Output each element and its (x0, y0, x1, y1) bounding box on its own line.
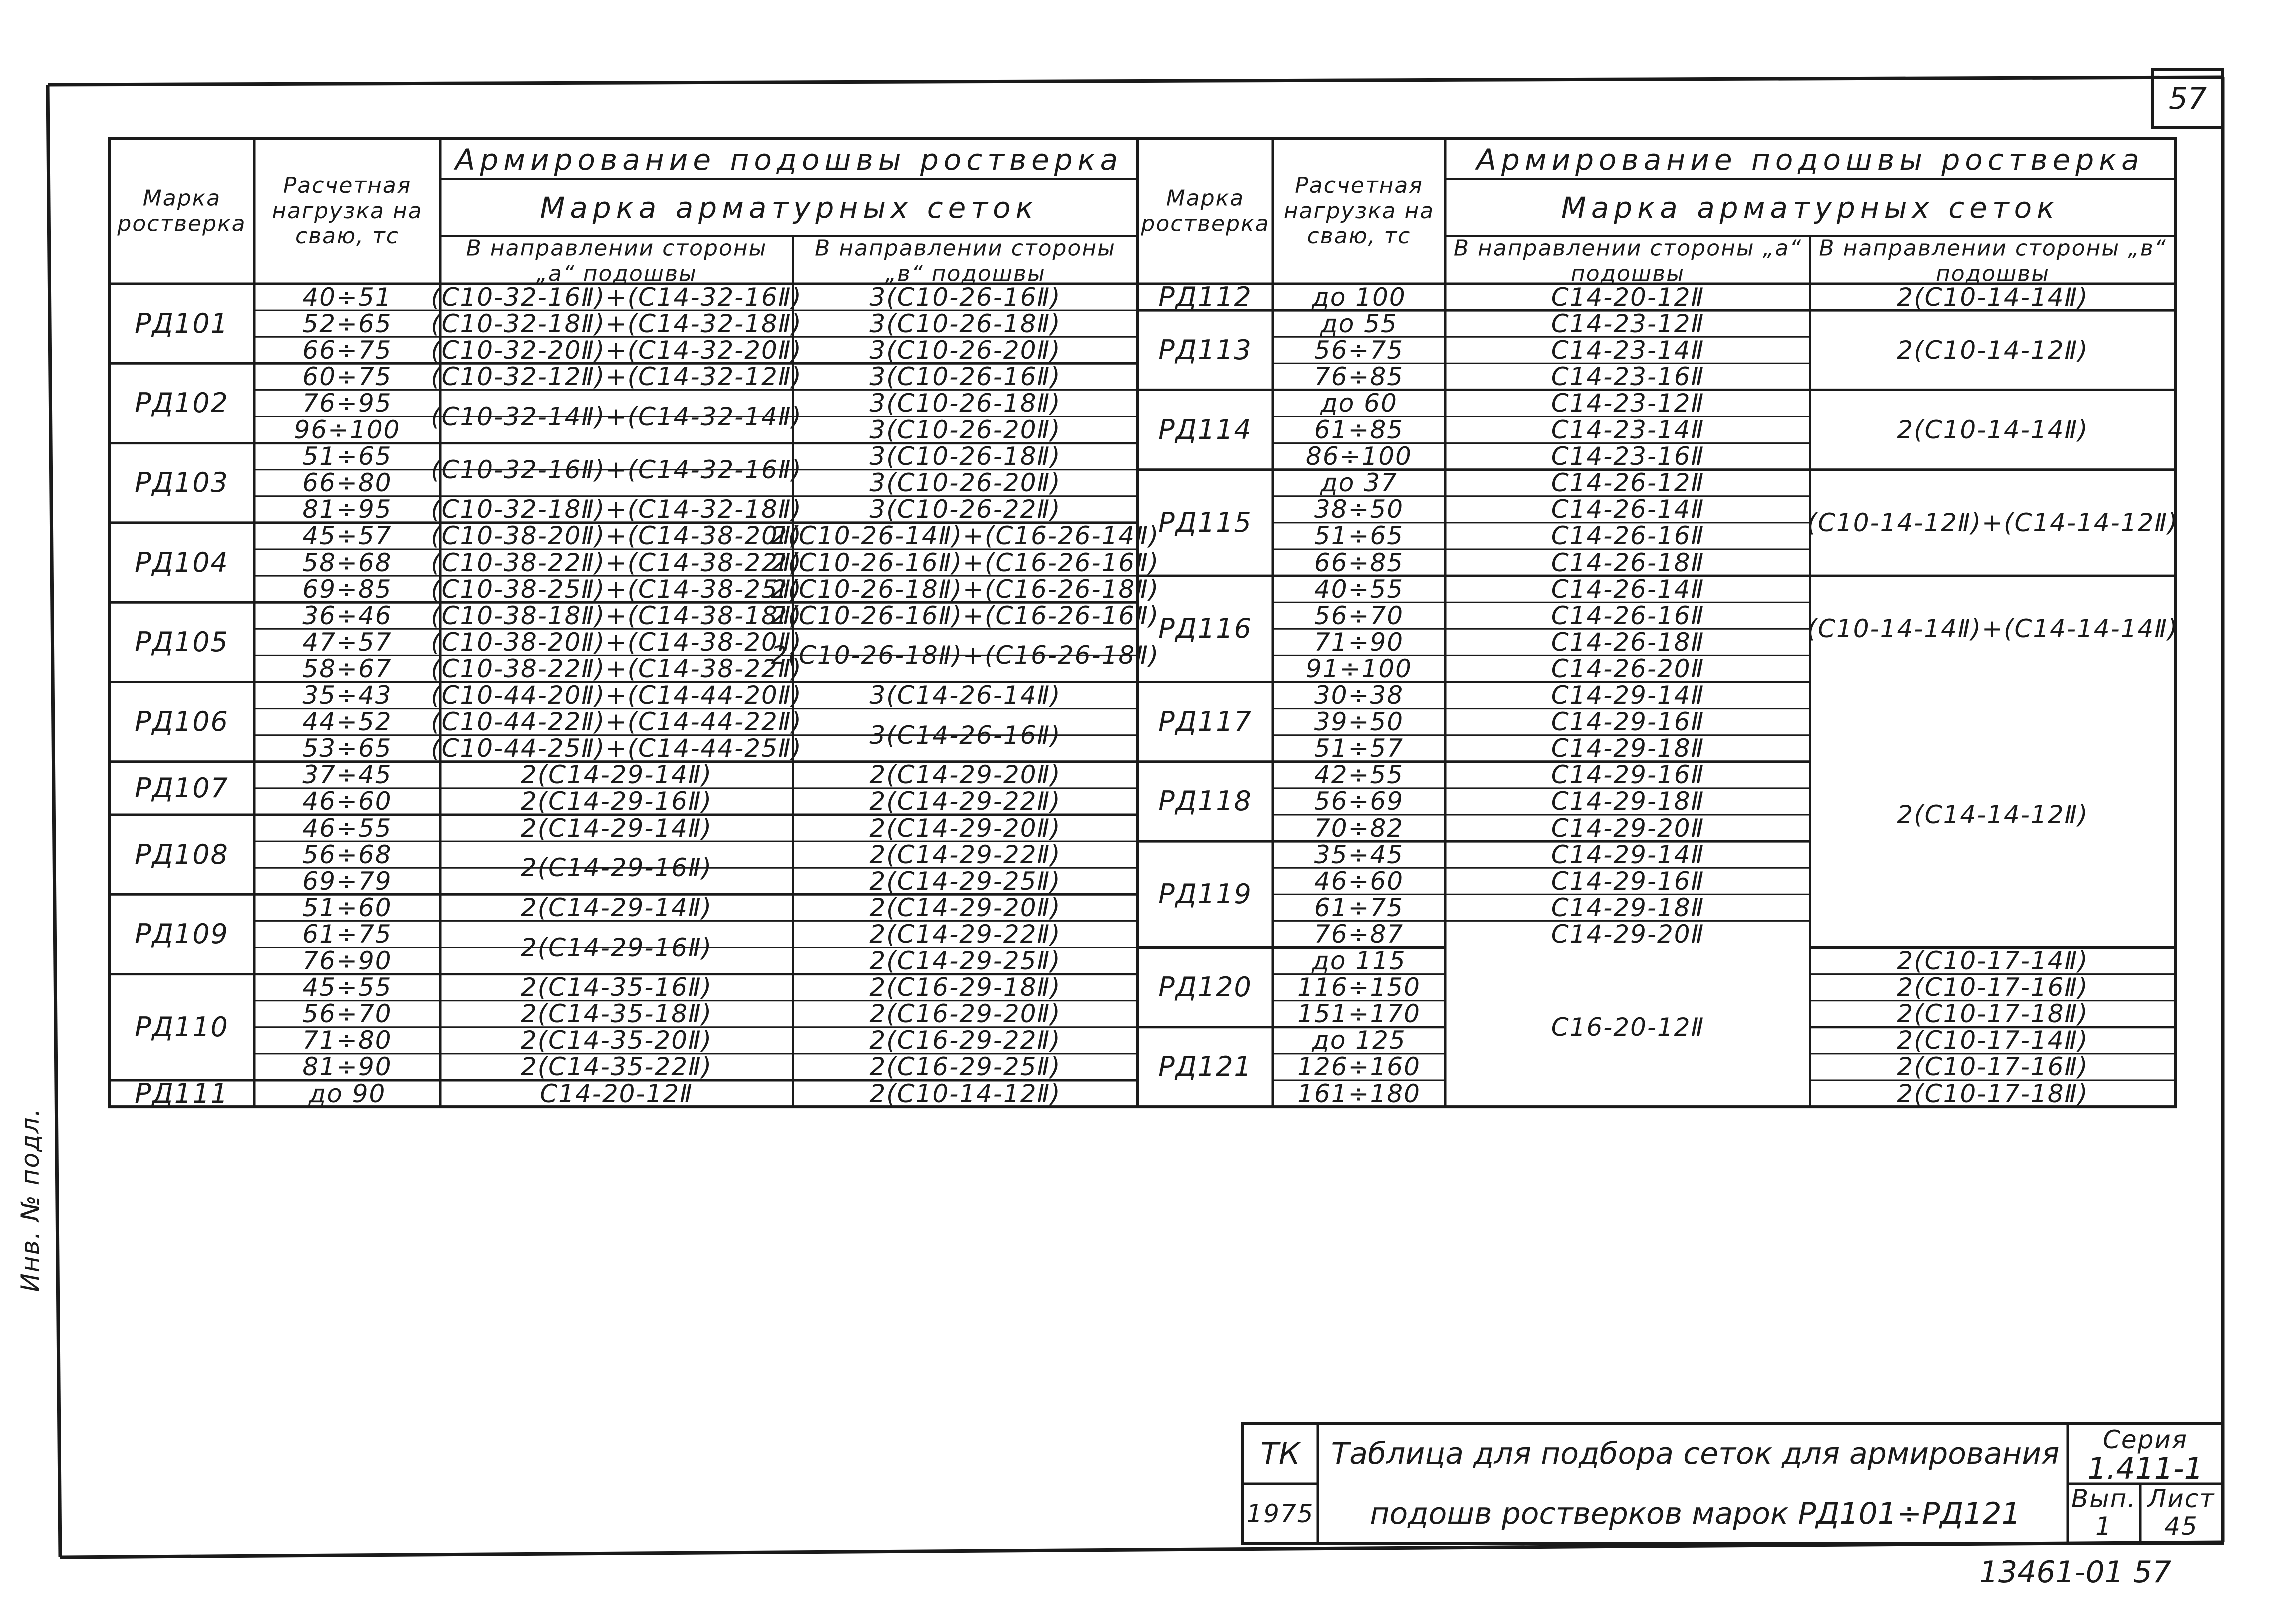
left-dir-b: 2(С14-29-25Ⅱ) (869, 866, 1061, 896)
right-mark-1: РД113 (1158, 334, 1252, 366)
merged-dir-a: С16-20-12Ⅱ (1551, 1012, 1705, 1042)
right-dir-a: С14-29-14Ⅱ (1551, 681, 1705, 710)
right-load: до 125 (1312, 1026, 1406, 1056)
left-load: 44÷52 (302, 708, 392, 737)
left-mark-3: РД104 (135, 546, 229, 578)
right-dir-a: С14-29-18Ⅱ (1551, 734, 1705, 764)
left-dir-a: С14-20-12Ⅱ (540, 1079, 693, 1108)
left-dir-b: 2(С14-29-22Ⅱ) (869, 787, 1061, 816)
left-dir-b: 3(С14-26-16Ⅱ) (869, 720, 1061, 750)
left-load: 69÷79 (302, 866, 392, 896)
right-mark-6: РД118 (1158, 786, 1252, 818)
left-dir-b: 2(С14-29-25Ⅱ) (869, 946, 1061, 976)
title-org: ТК (1260, 1436, 1300, 1472)
right-dir-a: С14-23-14Ⅱ (1551, 336, 1705, 365)
left-dir-a: (С10-32-16Ⅱ)+(С14-32-16Ⅱ) (431, 455, 802, 484)
left-dir-a: 2(С14-29-16Ⅱ) (520, 854, 713, 883)
left-dir-a: 2(С14-29-14Ⅱ) (520, 814, 713, 843)
page-number: 57 (2168, 82, 2207, 116)
left-dir-b: 3(С14-26-14Ⅱ) (869, 681, 1061, 710)
left-dir-a: (С10-38-20Ⅱ)+(С14-38-20Ⅱ) (431, 628, 802, 657)
left-dir-b: 2(С14-29-20Ⅱ) (869, 893, 1061, 922)
right-dir-a: С14-20-12Ⅱ (1551, 282, 1705, 312)
right-load: до 100 (1312, 282, 1406, 312)
right-dir-a: С14-26-18Ⅱ (1551, 628, 1705, 657)
right-load: 61÷85 (1314, 416, 1404, 445)
right-hdr-load: Расчетная нагрузка на сваю, тс (1283, 173, 1435, 250)
left-mark-9: РД110 (135, 1011, 229, 1043)
left-dir-b: 2(С10-14-12Ⅱ) (869, 1079, 1061, 1108)
left-dir-b: 2(С16-29-18Ⅱ) (869, 973, 1061, 1002)
left-mark-8: РД109 (135, 918, 229, 950)
right-load: 86÷100 (1306, 442, 1412, 472)
left-load: 66÷75 (302, 336, 392, 365)
right-load: 126÷160 (1297, 1052, 1421, 1082)
right-hdr-mark: Марка ростверка (1141, 186, 1270, 236)
right-load: 76÷85 (1314, 362, 1404, 392)
left-dir-a: (С10-32-12Ⅱ)+(С14-32-12Ⅱ) (431, 362, 802, 392)
right-dir-b: 2(С10-14-14Ⅱ) (1897, 416, 2089, 445)
right-dir-b: (С10-14-12Ⅱ)+(С14-14-12Ⅱ) (1807, 508, 2179, 538)
left-dir-a: (С10-44-22Ⅱ)+(С14-44-22Ⅱ) (431, 708, 802, 737)
right-load: 51÷65 (1314, 522, 1404, 551)
right-load: 116÷150 (1297, 973, 1421, 1002)
series-value: 1.411-1 (2087, 1452, 2203, 1486)
left-dir-a: 2(С14-29-14Ⅱ) (520, 893, 713, 922)
right-dir-a: С14-29-16Ⅱ (1551, 708, 1705, 737)
left-hdr-load: Расчетная нагрузка на сваю, тс (272, 173, 423, 250)
left-dir-b: 2(С14-29-22Ⅱ) (869, 920, 1061, 949)
left-dir-b: 2(С14-29-20Ⅱ) (869, 814, 1061, 843)
right-load: 38÷50 (1314, 495, 1404, 524)
left-load: 58÷68 (302, 548, 392, 578)
right-dir-b: 2(С10-17-14Ⅱ) (1897, 946, 2089, 976)
left-load: 76÷95 (302, 388, 392, 418)
right-load: 46÷60 (1314, 866, 1404, 896)
right-mark-5: РД117 (1158, 706, 1252, 738)
issue-label: Вып. (2071, 1484, 2137, 1514)
left-dir-b: 3(С10-26-20Ⅱ) (869, 416, 1061, 445)
right-hdr-group: Армирование подошвы ростверка (1476, 143, 2144, 177)
left-mark-10: РД111 (135, 1078, 229, 1110)
left-dir-b: 2(С10-26-16Ⅱ)+(С16-26-16Ⅱ) (771, 548, 1160, 578)
right-load: 35÷45 (1314, 840, 1404, 870)
margin-inventory-text: Инв. № подл. (16, 1108, 45, 1292)
left-dir-a: (С10-32-18Ⅱ)+(С14-32-18Ⅱ) (431, 309, 802, 338)
left-hdr-dir-a: В направлении стороны „а“ подошвы (466, 236, 767, 286)
left-dir-a: (С10-38-22Ⅱ)+(С14-38-22Ⅱ) (431, 654, 802, 684)
left-load: 81÷90 (302, 1052, 392, 1082)
left-dir-b: 2(С10-26-14Ⅱ)+(С16-26-14Ⅱ) (771, 522, 1160, 551)
title-line1: Таблица для подбора сеток для армирования (1331, 1436, 2060, 1472)
left-load: 71÷80 (302, 1026, 392, 1056)
right-dir-b: 2(С10-17-18Ⅱ) (1897, 1000, 2089, 1029)
left-load: 37÷45 (302, 760, 392, 790)
left-dir-a: 2(С14-35-22Ⅱ) (520, 1052, 713, 1082)
right-dir-a: С14-29-18Ⅱ (1551, 787, 1705, 816)
left-load: 35÷43 (302, 681, 392, 710)
left-dir-a: 2(С14-35-20Ⅱ) (520, 1026, 713, 1056)
right-load: 56÷70 (1314, 601, 1404, 630)
left-mark-2: РД103 (135, 467, 229, 499)
outer-frame-top (48, 78, 2223, 85)
left-dir-a: (С10-32-18Ⅱ)+(С14-32-18Ⅱ) (431, 495, 802, 524)
left-dir-a: 2(С14-35-18Ⅱ) (520, 1000, 713, 1029)
right-load: до 37 (1320, 468, 1398, 498)
right-dir-a: С14-23-12Ⅱ (1551, 309, 1705, 338)
right-dir-a: С14-29-18Ⅱ (1551, 893, 1705, 922)
right-dir-b: 2(С10-17-14Ⅱ) (1897, 1026, 2089, 1056)
right-dir-a: С14-26-12Ⅱ (1551, 468, 1705, 498)
left-dir-b: 3(С10-26-22Ⅱ) (869, 495, 1061, 524)
left-dir-a: (С10-32-14Ⅱ)+(С14-32-14Ⅱ) (431, 402, 802, 432)
stamp-number: 13461-01 57 (1979, 1555, 2172, 1590)
left-load: 56÷68 (302, 840, 392, 870)
right-dir-b: 2(С10-17-18Ⅱ) (1897, 1079, 2089, 1108)
left-load: 56÷70 (302, 1000, 392, 1029)
left-load: до 90 (308, 1079, 386, 1108)
left-load: 51÷65 (302, 442, 392, 472)
right-load: 51÷57 (1314, 734, 1404, 764)
left-dir-b: 2(С10-26-18Ⅱ)+(С16-26-18Ⅱ) (771, 641, 1160, 670)
left-dir-b: 3(С10-26-18Ⅱ) (869, 442, 1061, 472)
right-dir-b: 2(С10-14-14Ⅱ) (1897, 282, 2089, 312)
left-dir-a: (С10-44-20Ⅱ)+(С14-44-20Ⅱ) (431, 681, 802, 710)
merged-dir-b: 2(С14-14-12Ⅱ) (1897, 800, 2089, 830)
left-load: 53÷65 (302, 734, 392, 764)
right-load: 91÷100 (1306, 654, 1412, 684)
right-load: 61÷75 (1314, 893, 1404, 922)
left-load: 36÷46 (302, 601, 392, 630)
sheet-label: Лист (2147, 1484, 2215, 1514)
right-hdr-dir-a: В направлении стороны „а“ подошвы (1453, 236, 1802, 286)
right-dir-a: С14-29-16Ⅱ (1551, 760, 1705, 790)
right-mark-2: РД114 (1158, 414, 1252, 446)
right-load: 42÷55 (1314, 760, 1404, 790)
left-load: 96÷100 (294, 416, 401, 445)
left-dir-a: 2(С14-29-16Ⅱ) (520, 787, 713, 816)
left-dir-b: 3(С10-26-18Ⅱ) (869, 388, 1061, 418)
left-load: 40÷51 (302, 282, 392, 312)
right-dir-a: С14-23-14Ⅱ (1551, 416, 1705, 445)
left-dir-b: 2(С10-26-18Ⅱ)+(С16-26-18Ⅱ) (771, 574, 1160, 604)
right-load: до 115 (1312, 946, 1406, 976)
series-label: Серия (2103, 1426, 2188, 1454)
left-load: 47÷57 (302, 628, 392, 657)
left-dir-b: 3(С10-26-16Ⅱ) (869, 282, 1061, 312)
right-load: 161÷180 (1297, 1079, 1421, 1108)
left-dir-b: 3(С10-26-16Ⅱ) (869, 362, 1061, 392)
right-dir-a: С14-26-20Ⅱ (1551, 654, 1705, 684)
left-dir-b: 2(С16-29-25Ⅱ) (869, 1052, 1061, 1082)
left-mark-7: РД108 (135, 838, 229, 870)
left-dir-a: 2(С14-29-14Ⅱ) (520, 760, 713, 790)
left-load: 51÷60 (302, 893, 392, 922)
right-dir-a: С14-26-18Ⅱ (1551, 548, 1705, 578)
right-load: 39÷50 (1314, 708, 1404, 737)
right-dir-b: 2(С10-17-16Ⅱ) (1897, 1052, 2089, 1082)
right-hdr-subgroup: Марка арматурных сеток (1561, 191, 2060, 225)
left-dir-b: 2(С16-29-20Ⅱ) (869, 1000, 1061, 1029)
left-dir-a: (С10-44-25Ⅱ)+(С14-44-25Ⅱ) (431, 734, 802, 764)
left-mark-1: РД102 (135, 387, 229, 419)
right-dir-a: С14-23-16Ⅱ (1551, 362, 1705, 392)
left-load: 69÷85 (302, 574, 392, 604)
left-load: 61÷75 (302, 920, 392, 949)
left-load: 58÷67 (302, 654, 392, 684)
right-load: 30÷38 (1314, 681, 1404, 710)
right-dir-a: С14-26-14Ⅱ (1551, 574, 1705, 604)
left-dir-b: 2(С14-29-22Ⅱ) (869, 840, 1061, 870)
left-hdr-subgroup: Марка арматурных сеток (540, 191, 1038, 225)
right-dir-a: С14-29-20Ⅱ (1551, 814, 1705, 843)
right-dir-b: 2(С10-14-12Ⅱ) (1897, 336, 2089, 365)
left-load: 81÷95 (302, 495, 392, 524)
right-load: 71÷90 (1314, 628, 1404, 657)
right-dir-a: С14-29-20Ⅱ (1551, 920, 1705, 949)
left-dir-a: (С10-38-22Ⅱ)+(С14-38-22Ⅱ) (431, 548, 802, 578)
left-mark-5: РД106 (135, 706, 229, 738)
left-load: 45÷55 (302, 973, 392, 1002)
title-year: 1975 (1246, 1500, 1314, 1528)
right-mark-7: РД119 (1158, 878, 1252, 910)
right-mark-8: РД120 (1158, 972, 1252, 1004)
right-load: 76÷87 (1314, 920, 1404, 949)
right-mark-4: РД116 (1158, 613, 1252, 645)
right-load: 66÷85 (1314, 548, 1404, 578)
left-dir-a: (С10-38-25Ⅱ)+(С14-38-25Ⅱ) (431, 574, 802, 604)
right-mark-9: РД121 (1158, 1051, 1252, 1083)
left-dir-b: 3(С10-26-20Ⅱ) (869, 336, 1061, 365)
left-mark-6: РД107 (135, 772, 229, 804)
left-dir-a: (С10-38-20Ⅱ)+(С14-38-20Ⅱ) (431, 522, 802, 551)
right-load: до 60 (1320, 388, 1398, 418)
left-dir-b: 2(С16-29-22Ⅱ) (869, 1026, 1061, 1056)
right-dir-b: 2(С10-17-16Ⅱ) (1897, 973, 2089, 1002)
right-dir-a: С14-29-14Ⅱ (1551, 840, 1705, 870)
right-load: 40÷55 (1314, 574, 1404, 604)
outer-frame-left (48, 85, 60, 1558)
right-load: 56÷69 (1314, 787, 1404, 816)
left-load: 60÷75 (302, 362, 392, 392)
sheet-value: 45 (2164, 1512, 2198, 1541)
left-mark-4: РД105 (135, 626, 229, 658)
left-load: 46÷55 (302, 814, 392, 843)
right-dir-a: С14-26-16Ⅱ (1551, 601, 1705, 630)
left-load: 45÷57 (302, 522, 392, 551)
left-dir-a: (С10-32-20Ⅱ)+(С14-32-20Ⅱ) (431, 336, 802, 365)
right-dir-a: С14-23-16Ⅱ (1551, 442, 1705, 472)
left-load: 76÷90 (302, 946, 392, 976)
right-dir-a: С14-23-12Ⅱ (1551, 388, 1705, 418)
left-load: 52÷65 (302, 309, 392, 338)
issue-value: 1 (2095, 1512, 2112, 1541)
right-mark-3: РД115 (1158, 506, 1252, 538)
right-dir-a: С14-29-16Ⅱ (1551, 866, 1705, 896)
left-load: 66÷80 (302, 468, 392, 498)
right-load: 151÷170 (1297, 1000, 1421, 1029)
right-dir-a: С14-26-14Ⅱ (1551, 495, 1705, 524)
left-dir-b: 3(С10-26-18Ⅱ) (869, 309, 1061, 338)
left-hdr-group: Армирование подошвы ростверка (455, 143, 1123, 177)
right-dir-a: С14-26-16Ⅱ (1551, 522, 1705, 551)
left-dir-a: (С10-38-18Ⅱ)+(С14-38-18Ⅱ) (431, 601, 802, 630)
right-load: 70÷82 (1314, 814, 1404, 843)
left-hdr-dir-b: В направлении стороны „в“ подошвы (815, 236, 1116, 286)
right-mark-0: РД112 (1158, 281, 1252, 313)
right-load: до 55 (1320, 309, 1398, 338)
title-line2: подошв ростверков марок РД101÷РД121 (1370, 1496, 2021, 1532)
left-hdr-mark: Марка ростверка (117, 186, 246, 236)
left-dir-a: (С10-32-16Ⅱ)+(С14-32-16Ⅱ) (431, 282, 802, 312)
left-mark-0: РД101 (135, 308, 229, 340)
left-dir-a: 2(С14-29-16Ⅱ) (520, 933, 713, 962)
left-dir-b: 2(С14-29-20Ⅱ) (869, 760, 1061, 790)
left-dir-a: 2(С14-35-16Ⅱ) (520, 973, 713, 1002)
left-dir-b: 3(С10-26-20Ⅱ) (869, 468, 1061, 498)
right-load: 56÷75 (1314, 336, 1404, 365)
left-dir-b: 2(С10-26-16Ⅱ)+(С16-26-16Ⅱ) (771, 601, 1160, 630)
left-load: 46÷60 (302, 787, 392, 816)
right-dir-b: (С10-14-14Ⅱ)+(С14-14-14Ⅱ) (1807, 614, 2179, 644)
right-hdr-dir-b: В направлении стороны „в“ подошвы (1819, 236, 2167, 286)
